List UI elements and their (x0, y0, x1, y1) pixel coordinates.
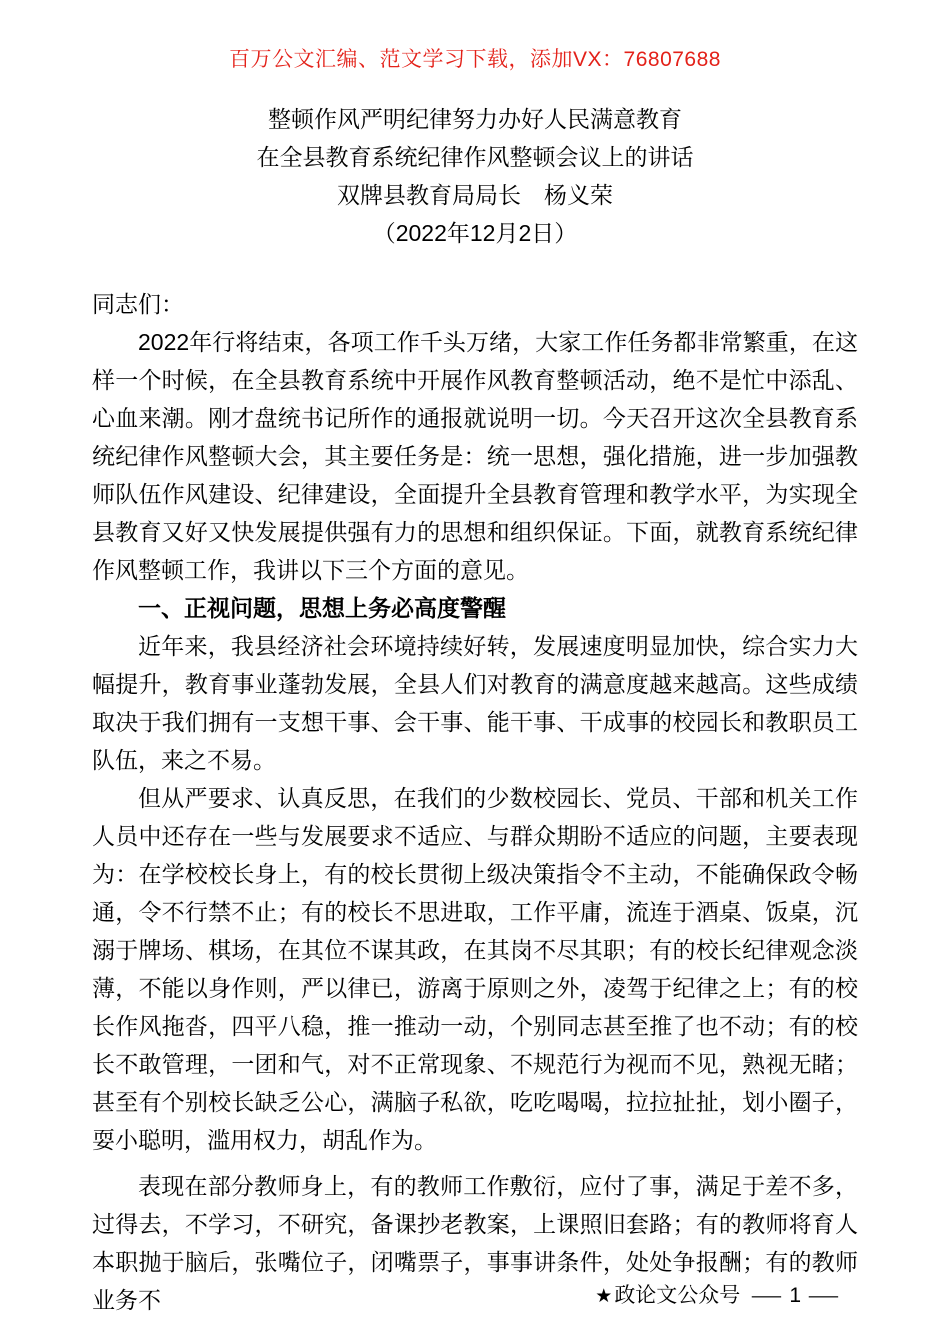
page-footer (595, 1283, 846, 1310)
paragraph-intro: 2022年行将结束，各项工作千头万绪，大家工作任务都非常繁重，在这样一个时候，在全县教育系统中开展作风教育整顿活动，绝不是忙中添乱、心血来潮。刚才盘统书记所作的通报就说明一切。今天召开这次全县教育系统纪律作风整顿大会，其主要任务是：统一思想，强化措施，进一步加强教师队伍作风建设、纪律建设，全面提升全县教育管理和教学水平，为实现全县教育又好又快发展提供强有力的思想和组织保证。下面，就教育系统纪律作风整顿工作，我讲以下三个方面的意见。 (92, 329, 858, 583)
section-heading-1: 一、正视问题，思想上务必高度警醒 (138, 595, 506, 621)
paragraph-teacher-problems: 表现在部分教师身上，有的教师工作敷衍，应付了事，满足于差不多，过得去，不学习，不研究，备课抄老教案，上课照旧套路；有的教师将育人本职抛于脑后，张嘴位子，闭嘴票子，事事讲条件，处处争报酬；有的教师业务不 (92, 1173, 858, 1313)
salutation: 同志们： (92, 291, 184, 317)
date-line: （2022年12月2日） (372, 220, 578, 246)
paragraph-principal-problems: 但从严要求、认真反思，在我们的少数校园长、党员、干部和机关工作人员中还存在一些与发展要求不适应、与群众期盼不适应的问题，主要表现为：在学校校长身上，有的校长贯彻上级决策指令不主动，不能确保政令畅通，令不行禁不止；有的校长不思进取，工作平庸，流连于酒桌、饭桌，沉溺于牌场、棋场，在其位不谋其政，在其岗不尽其职；有的校长纪律观念淡薄，不能以身作则，严以律已，游离于原则之外，凌驾于纪律之上；有的校长作风拖沓，四平八稳，推一推动一动，个别同志甚至推了也不动；有的校长不敢管理，一团和气，对不正常现象、不规范行为视而不见，熟视无睹；甚至有个别校长缺乏公心，满脑子私欲，吃吃喝喝，拉拉扯扯，划小圈子，耍小聪明，滥用权力，胡乱作为。 (92, 785, 858, 1153)
document-body (92, 285, 858, 1319)
page-number: 1 (789, 1284, 801, 1307)
paragraph-achievements: 近年来，我县经济社会环境持续好转，发展速度明显加快，综合实力大幅提升，教育事业蓬勃发展，全县人们对教育的满意度越来越高。这些成绩取决于我们拥有一支想干事、会干事、能干事、干成事的校园长和教职员工队伍，来之不易。 (92, 633, 858, 773)
doc-subtitle: 在全县教育系统纪律作风整顿会议上的讲话 (256, 144, 694, 170)
star-icon: ★ (595, 1286, 613, 1307)
doc-title: 整顿作风严明纪律努力办好人民满意教育 (268, 106, 682, 132)
page-number-dash-right: — (808, 1284, 839, 1307)
speaker-line: 双牌县教育局局长 杨义荣 (337, 182, 613, 208)
watermark-notice: 百万公文汇编、范文学习下载，添加VX：76807688 (229, 48, 721, 71)
title-block (92, 100, 858, 252)
footer-brand: 政论文公众号 (614, 1284, 741, 1307)
page-number-dash-left: — (752, 1284, 782, 1307)
